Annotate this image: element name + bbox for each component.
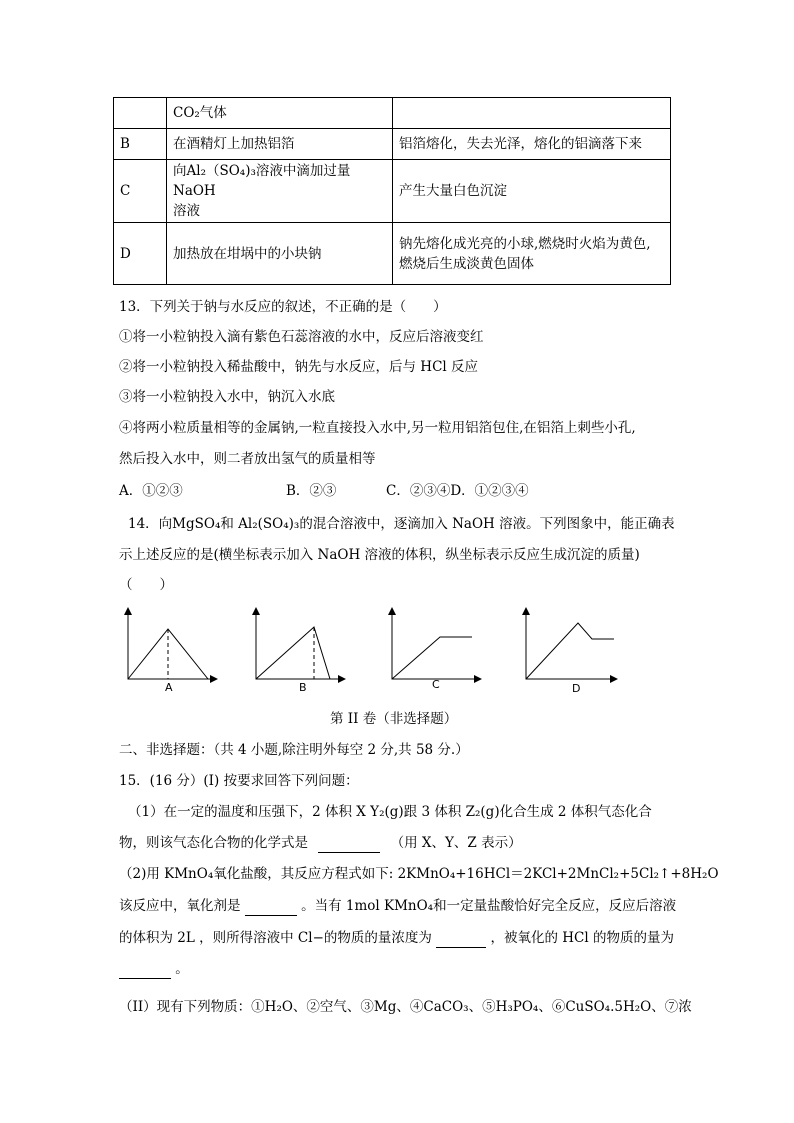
q13-option-a: A．①②③ [119, 483, 183, 499]
text: 的体积为 2L ，则所得溶液中 Cl−的物质的量浓度为 [119, 930, 432, 946]
q13-option-cd: C．②③④D．①②③④ [386, 483, 529, 499]
q15-part [119, 834, 522, 853]
q13-option-b: B．②③ [286, 483, 337, 499]
q14-stem: 14．向MgSO₄和 Al₂(SO₄)₃的混合溶液中，逐滴加入 NaOH 溶液。下列图象中，能正确表 [128, 516, 675, 532]
answer-blank [436, 929, 486, 948]
row-phenomenon: 铝箔熔化，失去光泽，熔化的铝滴落下来 [393, 129, 671, 160]
row-phenomenon [393, 223, 671, 285]
graph-c [384, 605, 484, 685]
q13-statement: ③将一小粒钠投入水中，钠沉入水底 [119, 389, 335, 405]
graph-d [518, 605, 628, 685]
q15-part [119, 897, 676, 916]
q13-statement: 然后投入水中，则二者放出氢气的质量相等 [119, 451, 376, 467]
table-row [114, 223, 671, 285]
text: 物，则该气态化合物的化学式是 [119, 835, 308, 851]
text: （用 X、Y、Z 表示） [390, 835, 522, 851]
phenomenon-line: 钠先熔化成光亮的小球,燃烧时火焰为黄色, [399, 235, 651, 252]
row-label: C [114, 160, 167, 223]
table-row [114, 160, 671, 223]
q14-stem: 示上述反应的是(横坐标表示加入 NaOH 溶液的体积，纵坐标表示反应生成沉淀的质量) [119, 547, 640, 563]
graph-b [248, 605, 348, 685]
q15-part: （1）在一定的温度和压强下，2 体积 X Y₂(g)跟 3 体积 Z₂(g)化合生成 2 体积气态化合 [128, 804, 652, 820]
table-row [114, 98, 671, 129]
row-label [114, 98, 167, 129]
q15-stem: 15．(16 分）(I) 按要求回答下列问题： [119, 773, 359, 789]
table-row [114, 129, 671, 160]
q14-stem: （ ） [119, 577, 173, 593]
graph-label: C [432, 678, 440, 691]
q15-part: （II）现有下列物质：①H₂O、②空气、③Mg、④CaCO₃、⑤H₃PO₄、⑥CuSO₄.5H₂O、⑦浓 [119, 999, 692, 1015]
text: 。 [175, 961, 189, 977]
text: 该反应中，氧化剂是 [119, 898, 241, 914]
experiment-table [113, 97, 671, 285]
section-heading: 第 II 卷（非选择题） [330, 711, 458, 727]
graph-label: B [299, 681, 307, 694]
q15-part: （2)用 KMnO₄氧化盐酸，其反应方程式如下: 2KMnO₄+16HCl＝2KCl+2MnCl₂+5Cl₂↑+8H₂O [119, 866, 719, 882]
phenomenon-line: 燃烧后生成淡黄色固体 [399, 255, 534, 272]
q13-statement: ②将一小粒钠投入稀盐酸中，钠先与水反应，后与 HCl 反应 [119, 359, 479, 375]
row-operation: 在酒精灯上加热铝箔 [167, 129, 393, 160]
operation-line: 向Al₂（SO₄)₃溶液中滴加过量NaOH [173, 163, 351, 199]
q13-statement: ④将两小粒质量相等的金属钠,一粒直接投入水中,另一粒用铝箔包住,在铝箔上刺些小孔, [119, 420, 636, 436]
q15-part [119, 929, 674, 948]
row-phenomenon [393, 98, 671, 129]
q13-statement: ①将一小粒钠投入滴有紫色石蕊溶液的水中，反应后溶液变红 [119, 329, 484, 345]
graph-label: A [165, 681, 173, 694]
graph-label: D [572, 682, 581, 695]
row-label: D [114, 223, 167, 285]
row-operation [167, 160, 393, 223]
text: ，被氧化的 HCl 的物质的量为 [490, 930, 674, 946]
row-phenomenon: 产生大量白色沉淀 [393, 160, 671, 223]
section-intro: 二、非选择题：（共 4 小题,除注明外每空 2 分,共 58 分.） [119, 742, 469, 758]
q13-stem: 13．下列关于钠与水反应的叙述，不正确的是（ ） [119, 299, 447, 315]
answer-blank [119, 960, 171, 979]
text: 。当有 1mol KMnO₄和一定量盐酸恰好完全反应，反应后溶液 [301, 898, 677, 914]
answer-blank [318, 834, 380, 853]
q15-part [119, 960, 189, 979]
row-label: B [114, 129, 167, 160]
answer-blank [245, 897, 297, 916]
row-operation: CO₂气体 [167, 98, 393, 129]
operation-line: 溶液 [173, 203, 200, 219]
graph-a [120, 605, 220, 685]
row-operation: 加热放在坩埚中的小块钠 [167, 223, 393, 285]
